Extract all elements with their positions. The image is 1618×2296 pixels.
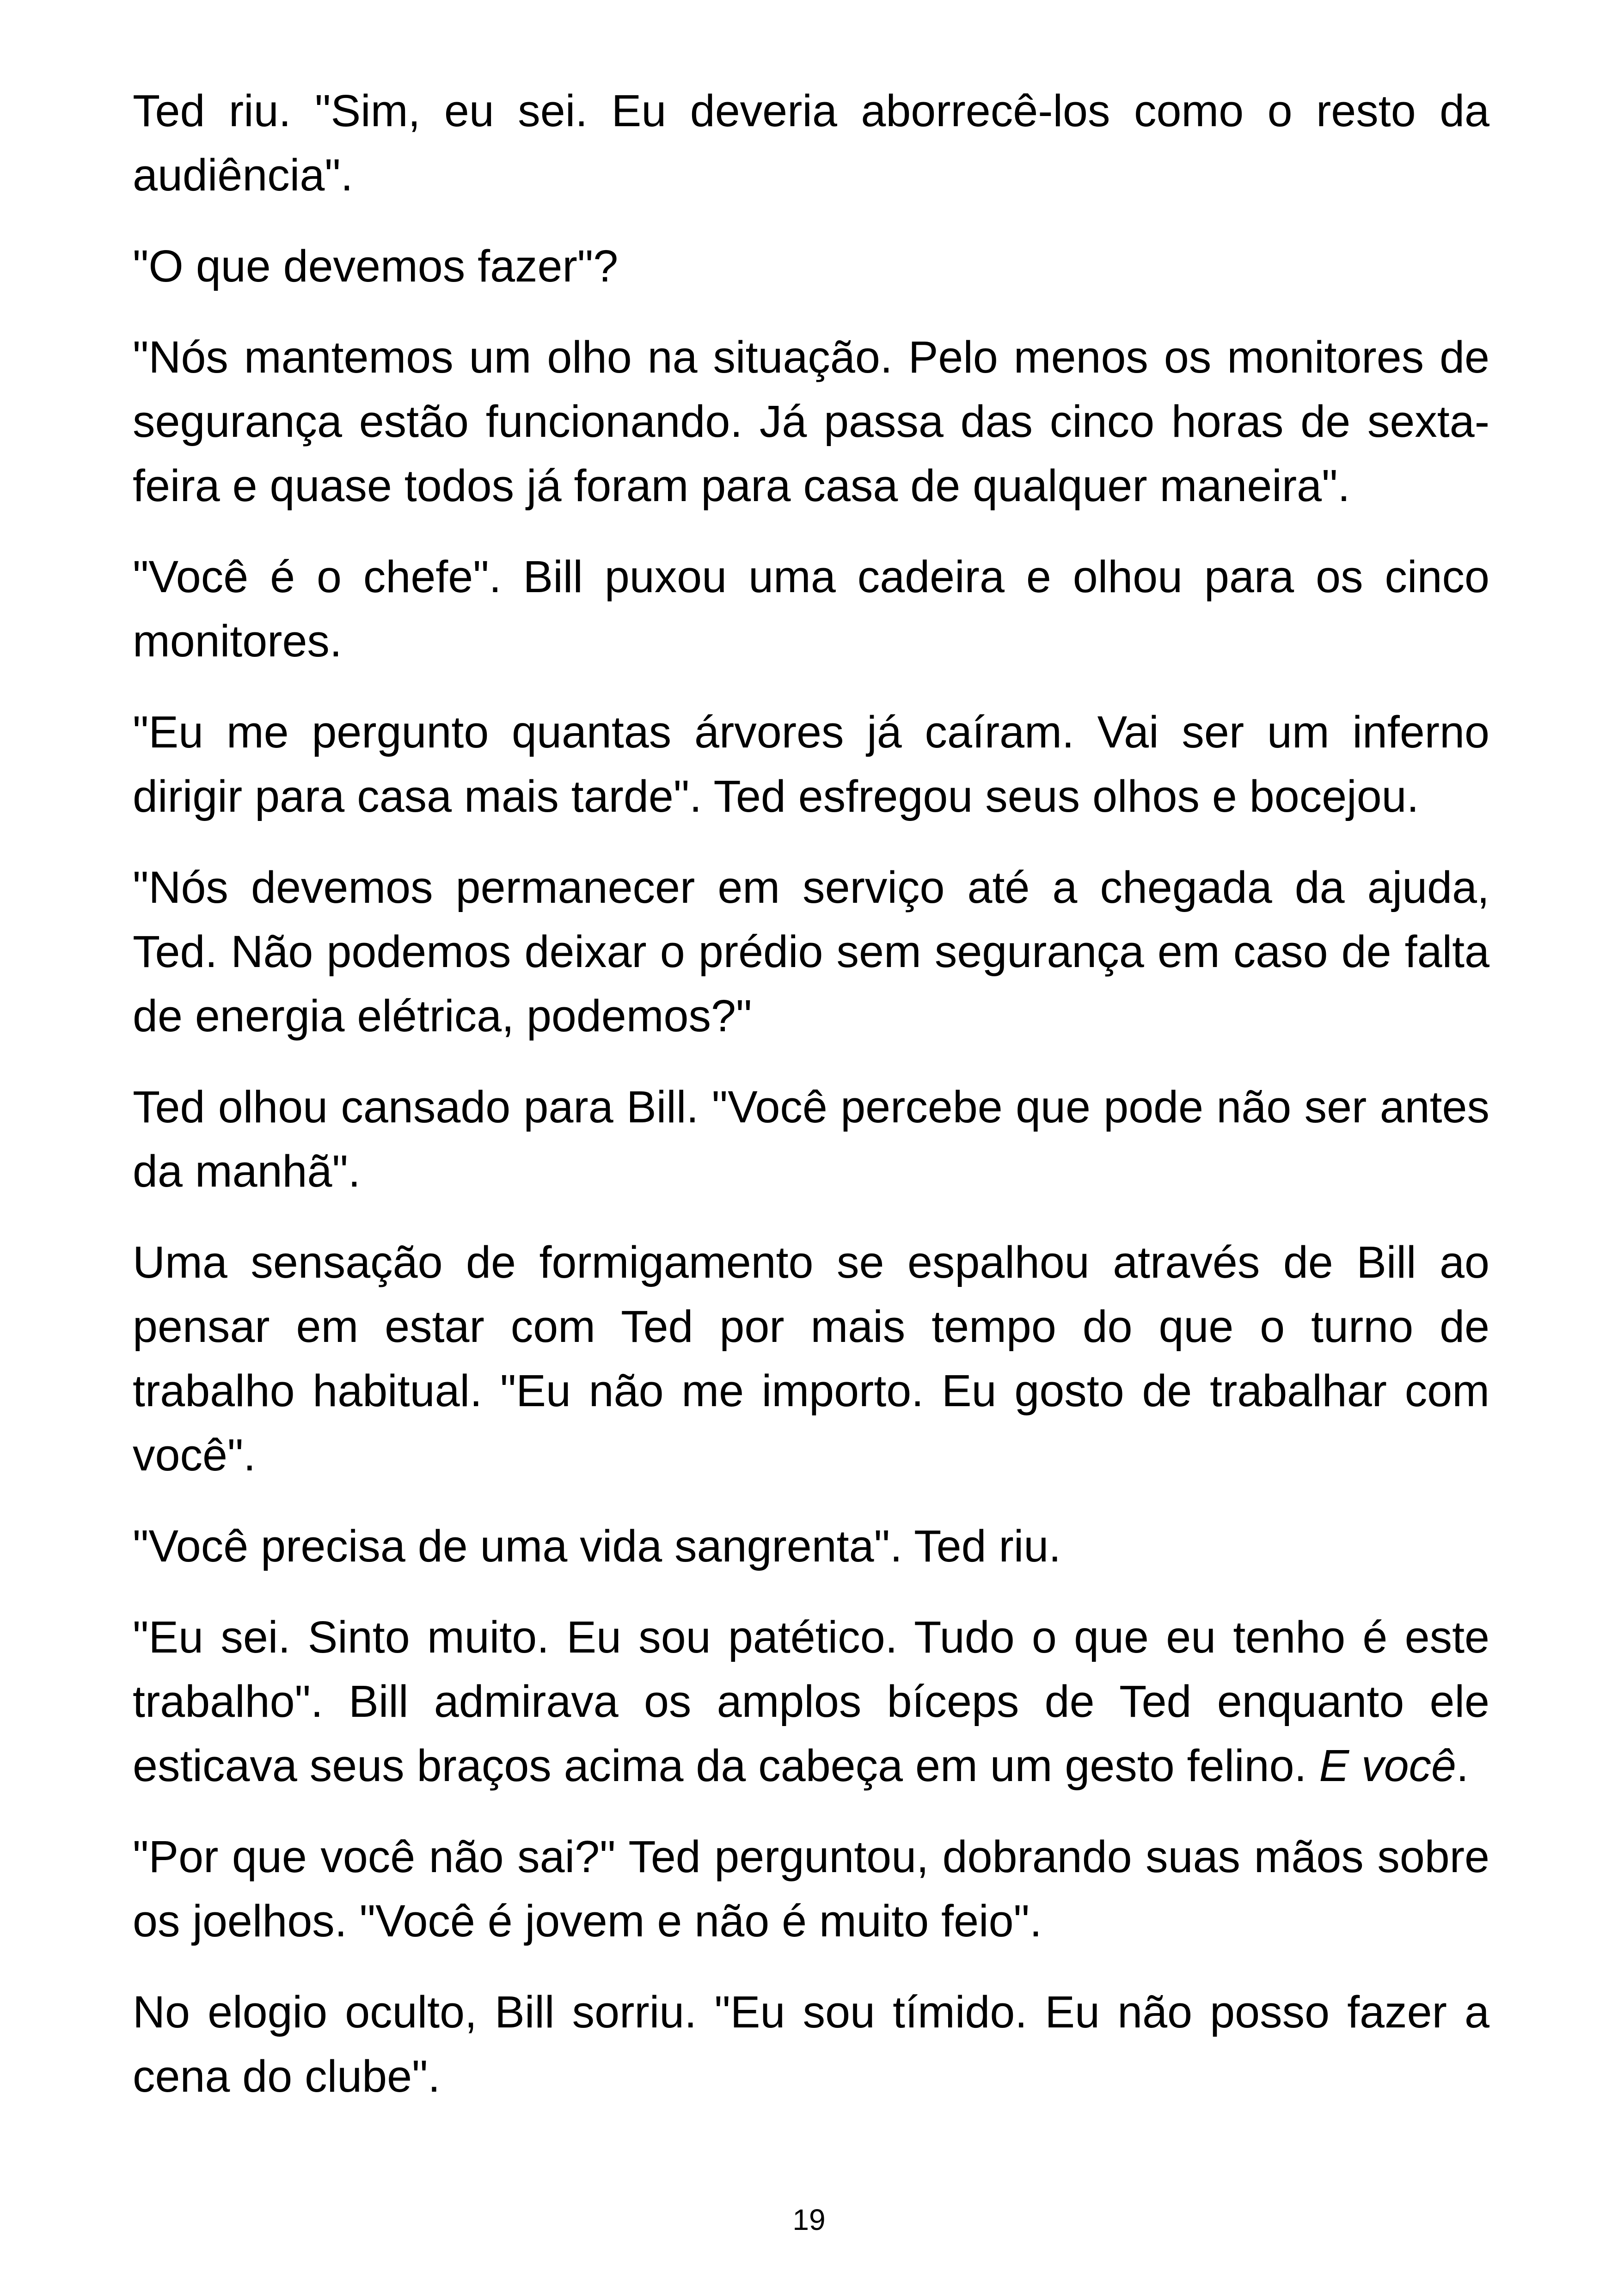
paragraph-9: "Você precisa de uma vida sangrenta". Ted riu. — [133, 1521, 1061, 1571]
paragraph-10 — [133, 1605, 1489, 1798]
paragraph-4: "Você é o chefe". Bill puxou uma cadeira e olhou para os cinco monitores. — [133, 551, 1489, 666]
body-text — [133, 79, 1489, 2135]
paragraph-7: Ted olhou cansado para Bill. "Você percebe que pode não ser antes da manhã". — [133, 1082, 1489, 1196]
italic-phrase-suffix: . — [1456, 1740, 1469, 1791]
paragraph-8: Uma sensação de formigamento se espalhou através de Bill ao pensar em estar com Ted por mais tempo do que o turno de trabalho habitual. "Eu não me importo. Eu gosto de trabalhar com você". — [133, 1237, 1489, 1480]
paragraph-12: No elogio oculto, Bill sorriu. "Eu sou tímido. Eu não posso fazer a cena do clube". — [133, 1987, 1489, 2101]
page-number: 19 — [792, 2203, 826, 2236]
paragraph-3: "Nós mantemos um olho na situação. Pelo menos os monitores de segurança estão funcionando. Já passa das cinco horas de sexta-feira e quase todos já foram para casa de qualquer maneira". — [133, 332, 1489, 511]
italic-phrase: E você — [1319, 1740, 1456, 1791]
paragraph-2: "O que devemos fazer"? — [133, 241, 619, 291]
paragraph-10-text: "Eu sei. Sinto muito. Eu sou patético. Tudo o que eu tenho é este trabalho". Bill admirava os amplos bíceps de Ted enquanto ele esticava seus braços acima da cabeça em um gesto felino. — [133, 1612, 1489, 1791]
paragraph-1: Ted riu. "Sim, eu sei. Eu deveria aborrecê-los como o resto da audiência". — [133, 86, 1489, 200]
paragraph-6: "Nós devemos permanecer em serviço até a chegada da ajuda, Ted. Não podemos deixar o prédio sem segurança em caso de falta de energia elétrica, podemos?" — [133, 862, 1489, 1041]
paragraph-5: "Eu me pergunto quantas árvores já caíram. Vai ser um inferno dirigir para casa mais tarde". Ted esfregou seus olhos e bocejou. — [133, 707, 1489, 821]
paragraph-11: "Por que você não sai?" Ted perguntou, dobrando suas mãos sobre os joelhos. "Você é jovem e não é muito feio". — [133, 1831, 1489, 1946]
